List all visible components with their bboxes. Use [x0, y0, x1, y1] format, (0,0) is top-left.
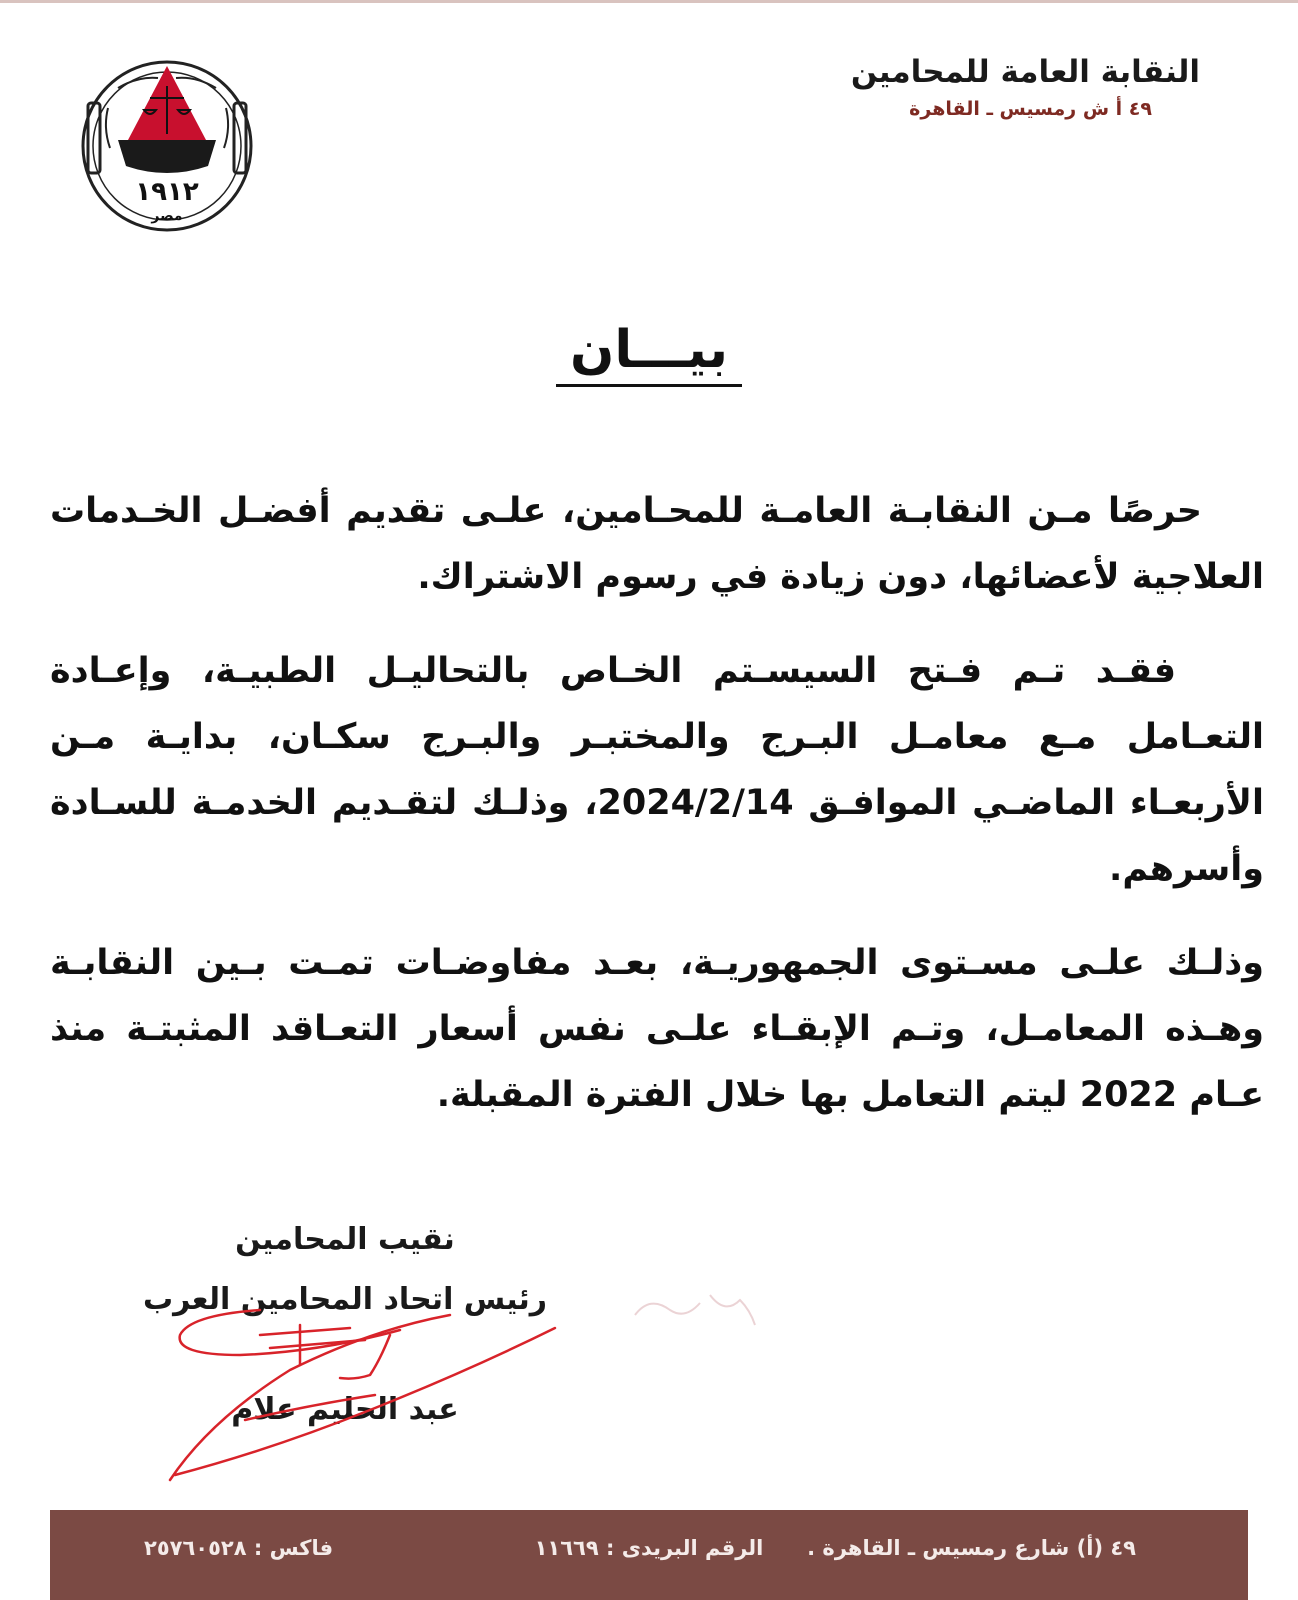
org-name: النقابة العامة للمحامين — [850, 54, 1200, 90]
footer-postal-code: الرقم البريدى : ١١٦٦٩ — [534, 1536, 764, 1560]
bar-association-logo — [78, 48, 256, 254]
signer-title: نقيب المحامين — [235, 1222, 455, 1257]
logo-year: ١٩١٢ — [135, 177, 199, 207]
footer-fax: فاكس : ٢٥٧٦٠٥٢٨ — [144, 1536, 334, 1560]
statement-title — [0, 320, 1298, 380]
paragraph-1: حرصًا مـن النقابـة العامـة للمحـامين، علـى تقديم أفضـل الخـدمات العلاجية لأعضائها، دون زيادة في رسوم الاشتراك. — [50, 491, 1264, 597]
signer-name: عبد الحليم علام — [231, 1392, 459, 1427]
faint-stamp-mark — [630, 1285, 760, 1340]
logo-country: مصر — [151, 208, 183, 224]
top-edge — [0, 0, 1298, 3]
paragraph-3: وذلـك علـى مسـتوى الجمهوريـة، بعـد مفاوضـات تمـت بـين النقابـة وهـذه المعامـل، وتـم الإبقـاء علـى نفس أسعار التعـاقد المثبتـة منذ عـام 2022 ليتم التعامل بها خلال الفترة المقبلة. — [50, 943, 1264, 1115]
statement-body — [50, 478, 1264, 1156]
signer-subtitle: رئيس اتحاد المحامين العرب — [142, 1282, 547, 1317]
footer-bar — [50, 1510, 1248, 1600]
title-text: بيـــان — [556, 320, 742, 387]
org-address: ٤٩ أ ش رمسيس ـ القاهرة — [909, 98, 1152, 120]
handwritten-signature — [150, 1300, 580, 1500]
letterhead — [780, 52, 1200, 120]
paragraph-2: فقـد تـم فـتح السيسـتم الخـاص بالتحاليـل الطبيـة، وإعـادة التعـامل مـع معامـل البـرج والمختبـر والبـرج سكـان، بدايـة مـن الأربعـاء الماضـي الموافـق 2024/2/14، وذلـك لتقـديم الخدمـة للسـادة وأسرهم. — [50, 651, 1264, 889]
footer-address: ٤٩ (أ) شارع رمسيس ـ القاهرة . — [807, 1536, 1136, 1560]
